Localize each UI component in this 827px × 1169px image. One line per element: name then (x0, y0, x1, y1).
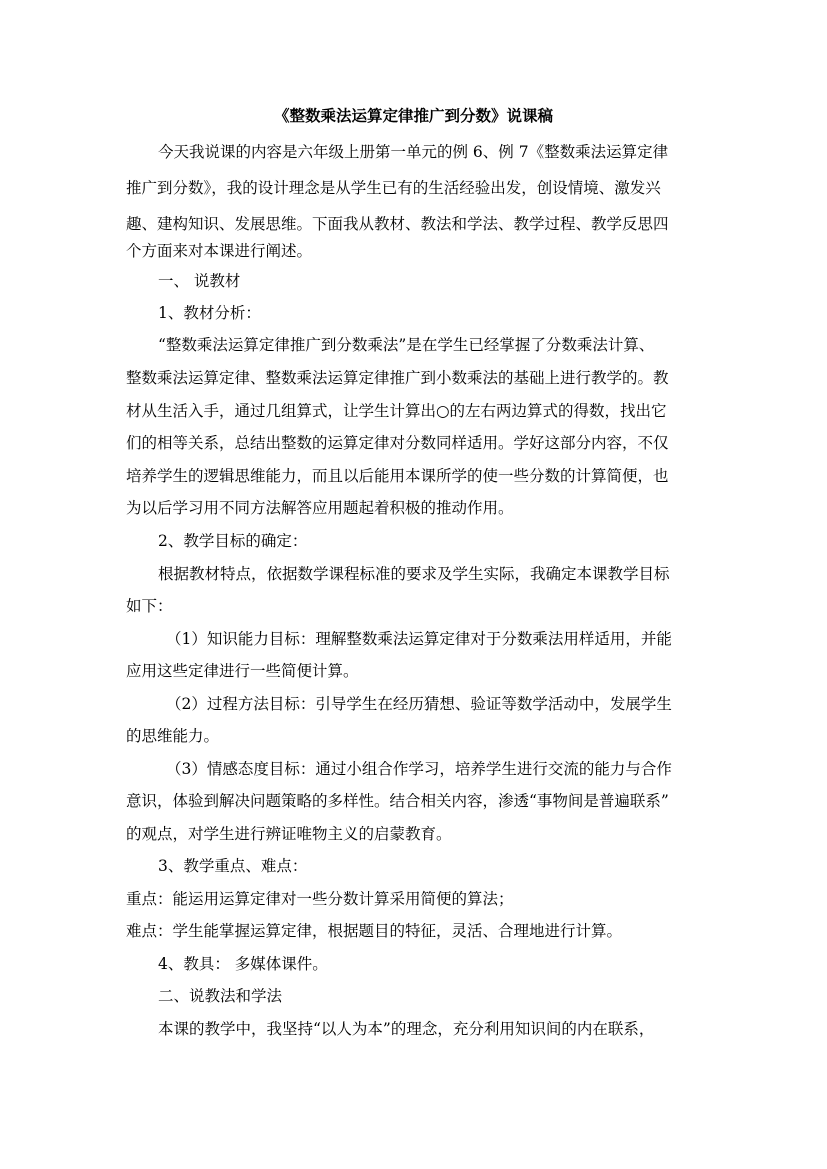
paragraph-line: 趣、建构知识、发展思维。下面我从教材、教法和学法、教学过程、教学反思四 (126, 215, 669, 233)
goal-emotion-cont: 的观点，对学生进行辨证唯物主义的启蒙教育。 (126, 825, 452, 843)
paragraph-line: 整数乘法运算定律、整数乘法运算定律推广到小数乘法的基础上进行教学的。教 (126, 369, 669, 387)
section-heading-1: 一、 说教材 (158, 272, 241, 290)
paragraph-line: 本课的教学中，我坚持“以人为本”的理念，充分利用知识间的内在联系， (158, 1020, 655, 1038)
goal-emotion: （3）情感态度目标：通过小组合作学习，培养学生进行交流的能力与合作 (166, 760, 672, 778)
difficult-point: 难点：学生能掌握运算定律，根据题目的特征，灵活、合理地进行计算。 (126, 922, 623, 940)
paragraph-line: 个方面来对本课进行阐述。 (126, 242, 313, 260)
subheading-1: 1、教材分析： (158, 304, 261, 322)
paragraph-line: 们的相等关系，总结出整数的运算定律对分数同样适用。学好这部分内容，不仅 (126, 434, 669, 452)
paragraph-line: 推广到分数》，我的设计理念是从学生已有的生活经验出发，创设情境、激发兴 (126, 179, 661, 197)
paragraph-line: 今天我说课的内容是六年级上册第一单元的例 6、例 7《整数乘法运算定律 (158, 143, 669, 161)
paragraph-line: 材从生活入手，通过几组算式，让学生计算出○的左右两边算式的得数，找出它 (126, 402, 667, 420)
subheading-2: 2、教学目标的确定： (158, 532, 308, 550)
subheading-3: 3、教学重点、难点： (158, 857, 308, 875)
section-heading-2: 二、说教法和学法 (158, 987, 283, 1005)
goal-process-cont: 的思维能力。 (126, 727, 220, 745)
paragraph-line: 培养学生的逻辑思维能力，而且以后能用本课所学的使一些分数的计算简便，也 (126, 467, 669, 485)
goal-knowledge-cont: 应用这些定律进行一些简便计算。 (126, 662, 359, 680)
subheading-4: 4、教具： 多媒体课件。 (158, 955, 328, 973)
goal-emotion-cont: 意识，体验到解决问题策略的多样性。结合相关内容，渗透“事物间是普遍联系” (126, 792, 669, 810)
paragraph-line: “整数乘法运算定律推广到分数乘法”是在学生已经掌握了分数乘法计算、 (158, 336, 655, 354)
document-title: 《整数乘法运算定律推广到分数》说课稿 (273, 106, 553, 125)
goal-process: （2）过程方法目标：引导学生在经历猜想、验证等数学活动中，发展学生 (166, 695, 672, 713)
key-point: 重点：能运用运算定律对一些分数计算采用简便的算法； (126, 890, 514, 908)
paragraph-line: 为以后学习用不同方法解答应用题起着积极的推动作用。 (126, 499, 514, 517)
paragraph-line: 根据教材特点，依据数学课程标准的要求及学生实际，我确定本课教学目标 (158, 565, 670, 583)
goal-knowledge: （1）知识能力目标：理解整数乘法运算定律对于分数乘法用样适用，并能 (166, 630, 672, 648)
paragraph-line: 如下： (126, 597, 173, 615)
